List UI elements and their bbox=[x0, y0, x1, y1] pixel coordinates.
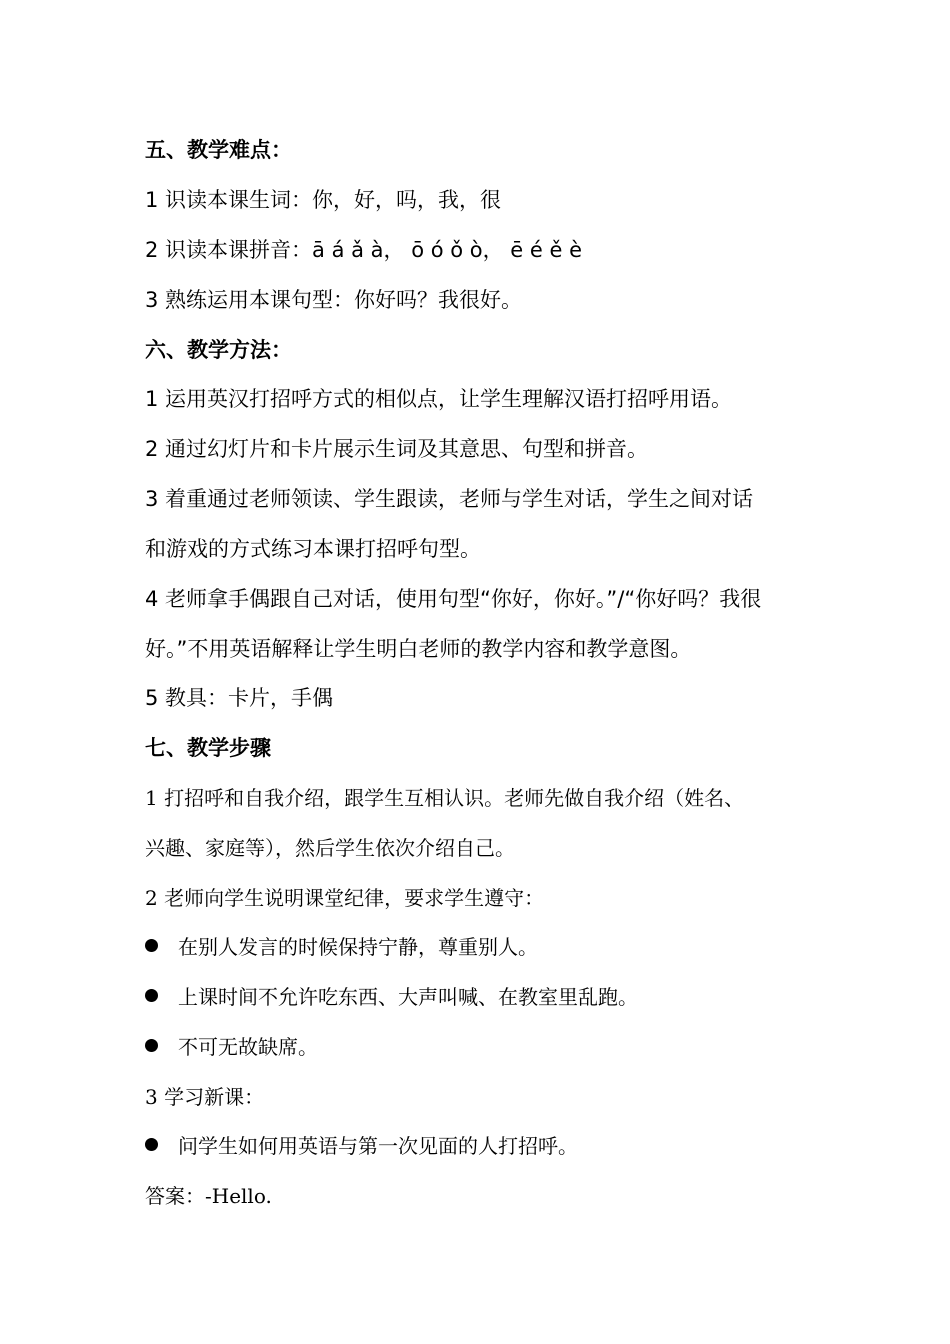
section-5-item-3: 3 熟练运用本课句型：你好吗？我很好。 bbox=[145, 288, 523, 312]
section-6-line-2: 2 通过幻灯片和卡片展示生词及其意思、句型和拼音。 bbox=[145, 437, 649, 461]
rule-item-1: 在别人发言的时候保持宁静，尊重别人。 bbox=[178, 935, 538, 959]
section-6-line-7: 5 教具：卡片，手偶 bbox=[145, 686, 334, 710]
step-2-text: 2 老师向学生说明课堂纪律，要求学生遵守： bbox=[145, 886, 545, 910]
step-1-line-2: 兴趣、家庭等），然后学生依次介绍自己。 bbox=[145, 836, 515, 860]
step-3-text: 3 学习新课： bbox=[145, 1085, 265, 1109]
section-5-item-1: 1 识读本课生词：你，好，吗，我，很 bbox=[145, 188, 502, 212]
section-6-line-4: 和游戏的方式练习本课打招呼句型。 bbox=[145, 537, 481, 561]
section-6-line-5: 4 老师拿手偶跟自己对话，使用句型“你好，你好。”/“你好吗？我很 bbox=[145, 587, 762, 611]
section-6-line-6: 好。”不用英语解释让学生明白老师的教学内容和教学意图。 bbox=[145, 637, 692, 661]
section-6-line-3: 3 着重通过老师领读、学生跟读，老师与学生对话，学生之间对话 bbox=[145, 487, 754, 511]
answer-text: 答案：-Hello. bbox=[145, 1184, 272, 1208]
section-6-line-1: 1 运用英汉打招呼方式的相似点，让学生理解汉语打招呼用语。 bbox=[145, 387, 733, 411]
section-6-heading: 六、教学方法： bbox=[145, 338, 292, 362]
bullet-dot bbox=[145, 939, 158, 952]
section-5-heading: 五、教学难点： bbox=[145, 138, 292, 162]
section-7-heading: 七、教学步骤 bbox=[145, 736, 271, 760]
bullet-dot bbox=[145, 989, 158, 1002]
rule-item-2: 上课时间不允许吃东西、大声叫喊、在教室里乱跑。 bbox=[178, 985, 638, 1009]
section-5-item-2: 2 识读本课拼音：ā á ǎ à， ō ó ǒ ò， ē é ě è bbox=[145, 238, 583, 262]
question-item: 问学生如何用英语与第一次见面的人打招呼。 bbox=[178, 1134, 578, 1158]
bullet-dot bbox=[145, 1138, 158, 1151]
bullet-dot bbox=[145, 1039, 158, 1052]
step-1-line-1: 1 打招呼和自我介绍，跟学生互相认识。老师先做自我介绍（姓名、 bbox=[145, 786, 745, 810]
rule-item-3: 不可无故缺席。 bbox=[178, 1035, 318, 1059]
